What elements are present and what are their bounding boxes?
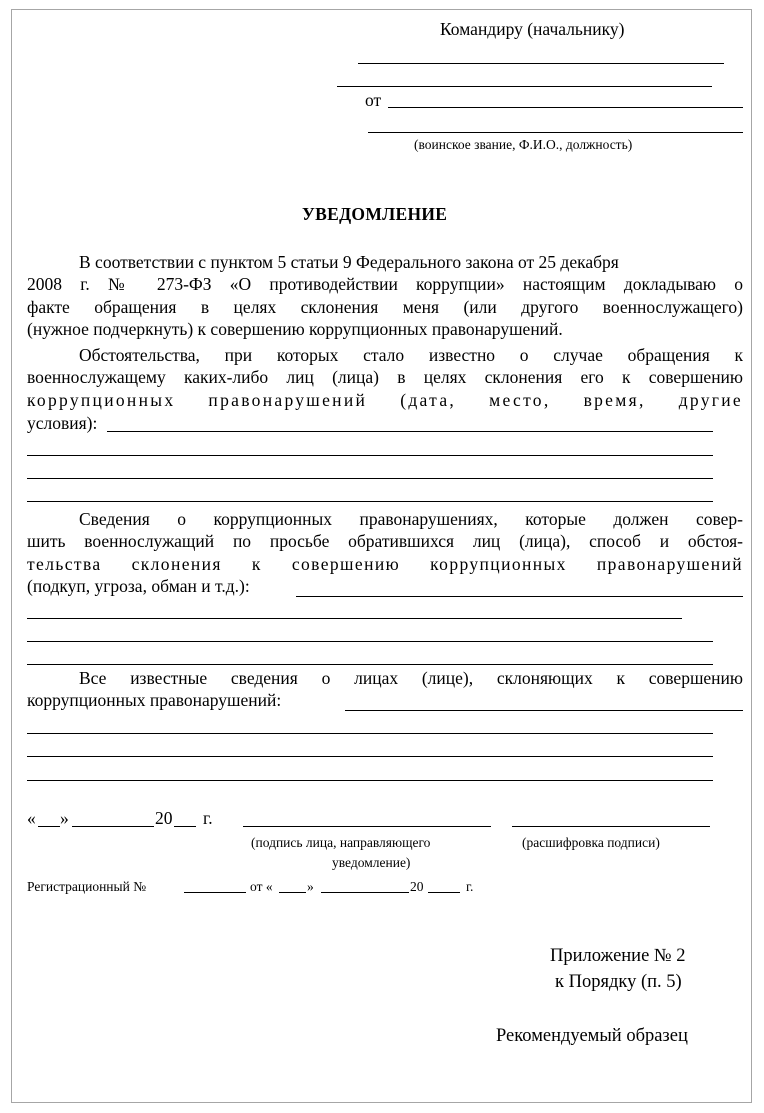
appendix-line-1: Приложение № 2 (550, 946, 686, 966)
date-open-quote: « (27, 808, 36, 828)
sample-label: Рекомендуемый образец (496, 1026, 688, 1046)
year-prefix: 20 (155, 808, 173, 828)
intro-line-1: В соответствии с пунктом 5 статьи 9 Федерального закона от 25 декабря (79, 252, 619, 272)
persons-fill-4 (27, 780, 713, 781)
registration-label: Регистрационный № (27, 879, 147, 894)
circ-fill-2 (27, 455, 713, 456)
year-line (174, 826, 196, 827)
registration-month-line (321, 892, 409, 893)
addressee-heading: Командиру (начальнику) (440, 19, 625, 39)
registration-close: » (307, 879, 314, 894)
registration-day-line (279, 892, 306, 893)
info-fill-2 (27, 618, 682, 619)
circ-line-4: условия): (27, 413, 98, 433)
sender-line (368, 132, 743, 133)
circ-fill-3 (27, 478, 713, 479)
registration-from: от « (250, 879, 273, 894)
info-line-4: (подкуп, угроза, обман и т.д.): (27, 576, 250, 596)
addressee-line-2 (337, 86, 712, 87)
intro-line-2: 2008 г. № 273-ФЗ «О противодействии коррупции» настоящим докладываю о (27, 274, 743, 295)
intro-line-4: (нужное подчеркнуть) к совершению коррупционных правонарушений. (27, 319, 563, 340)
date-month-line (72, 826, 154, 827)
registration-number-line (184, 892, 246, 893)
persons-fill-1 (345, 710, 743, 711)
intro-paragraph (27, 251, 743, 341)
date-day-line (38, 826, 60, 827)
registration-year-line (428, 892, 460, 893)
circumstances-paragraph (27, 344, 743, 411)
decode-line (512, 826, 710, 827)
info-fill-3 (27, 641, 713, 642)
circ-fill-4 (27, 501, 713, 502)
from-line (388, 107, 743, 108)
decode-caption: (расшифровка подписи) (522, 835, 660, 850)
circ-fill-1 (107, 431, 713, 432)
info-line-3: тельства склонения к совершению коррупционных правонарушений (27, 553, 743, 574)
from-label: от (365, 90, 382, 110)
persons-fill-3 (27, 756, 713, 757)
signature-caption-2: уведомление) (332, 855, 411, 870)
circ-line-2: военнослужащему каких-либо лиц (лица) в целях склонения его к совершению (27, 367, 743, 388)
registration-year: 20 (410, 879, 424, 894)
circ-line-3: коррупционных правонарушений (дата, место, время, другие (27, 389, 743, 410)
year-suffix: г. (203, 808, 213, 828)
persons-line-1: Все известные сведения о лицах (лице), склоняющих к совершению (79, 668, 743, 688)
sender-caption: (воинское звание, Ф.И.О., должность) (414, 137, 633, 152)
info-line-2: шить военнослужащий по просьбе обратившихся лиц (лица), способ и обстоя- (27, 531, 743, 552)
info-fill-4 (27, 664, 713, 665)
persons-line-2: коррупционных правонарушений: (27, 690, 282, 710)
signature-caption-1: (подпись лица, направляющего (251, 835, 431, 850)
registration-year-suffix: г. (466, 879, 474, 894)
persons-paragraph (27, 667, 743, 689)
intro-line-3: факте обращения в целях склонения меня (или другого военнослужащего) (27, 296, 743, 317)
circ-line-1: Обстоятельства, при которых стало известно о случае обращения к (79, 345, 743, 365)
appendix-line-2: к Порядку (п. 5) (555, 972, 682, 992)
date-close-quote: » (60, 808, 69, 828)
info-line-1: Сведения о коррупционных правонарушениях, которые должен совер- (79, 509, 743, 529)
info-paragraph (27, 508, 743, 575)
info-fill-1 (296, 596, 743, 597)
notice-title: УВЕДОМЛЕНИЕ (302, 204, 448, 224)
signature-line (243, 826, 491, 827)
persons-fill-2 (27, 733, 713, 734)
addressee-line-1 (358, 63, 724, 64)
